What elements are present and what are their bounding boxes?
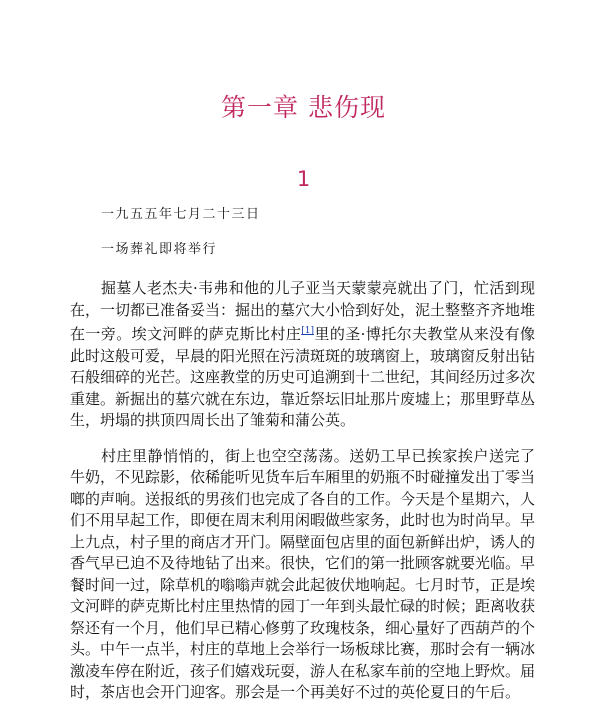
paragraph-1 [70,278,535,432]
chapter-title: 第一章 悲伤现 [221,93,386,122]
chapter-body [70,204,535,718]
section-number: 1 [296,167,311,191]
footnote-link[interactable]: [1] [301,326,314,336]
paragraph-1-part-1: 掘墓人老杰夫·韦弗和他的儿子亚当天蒙蒙亮就出了门，忙活到现在，一切都已准备妥当：掘出的墓穴大小恰到好处，泥土整整齐齐地堆在一旁。埃文河畔的萨克斯比村庄 [70,279,536,343]
paragraph-1-part-2: 里的圣·博托尔夫教堂从来没有像此时这般可爱，早晨的阳光照在污渍斑斑的玻璃窗上，玻璃窗反射出钻石般细碎的光芒。这座教堂的历史可追溯到十二世纪，其间经历过多次重建。新掘出的墓穴就在东边，靠近祭坛旧址那片废墟上；那里野草丛生，坍塌的拱顶四周长出了雏菊和蒲公英。 [70,325,536,429]
paragraph-2: 村庄里静悄悄的，街上也空空荡荡。送奶工早已挨家挨户送完了牛奶，不见踪影，依稀能听见货车后车厢里的奶瓶不时碰撞发出丁零当啷的声响。送报纸的男孩们也完成了各自的工作。今天是个星期六，人们不用早起工作，即便在周末利用闲暇做些家务，此时也为时尚早。早上九点，村子里的商店才开门。隔壁面包店里的面包新鲜出炉，诱人的香气早已迫不及待地钻了出来。很快，它们的第一批顾客就要光临。早餐时间一过，除草机的嗡嗡声就会此起彼伏地响起。七月时节，正是埃文河畔的萨克斯比村庄里热情的园丁一年到头最忙碌的时候；距离收获祭还有一个月，他们早已精心修剪了玫瑰枝条，细心量好了西葫芦的个头。中午一点半，村庄的草地上会举行一场板球比赛，那时会有一辆冰激凌车停在附近，孩子们嬉戏玩耍，游人在私家车前的空地上野炊。届时，茶店也会开门迎客。那会是一个再美好不过的英伦夏日的午后。 [70,446,536,701]
event-line: 一场葬礼即将举行 [101,242,218,257]
date-line: 一九五五年七月二十三日 [101,207,261,222]
